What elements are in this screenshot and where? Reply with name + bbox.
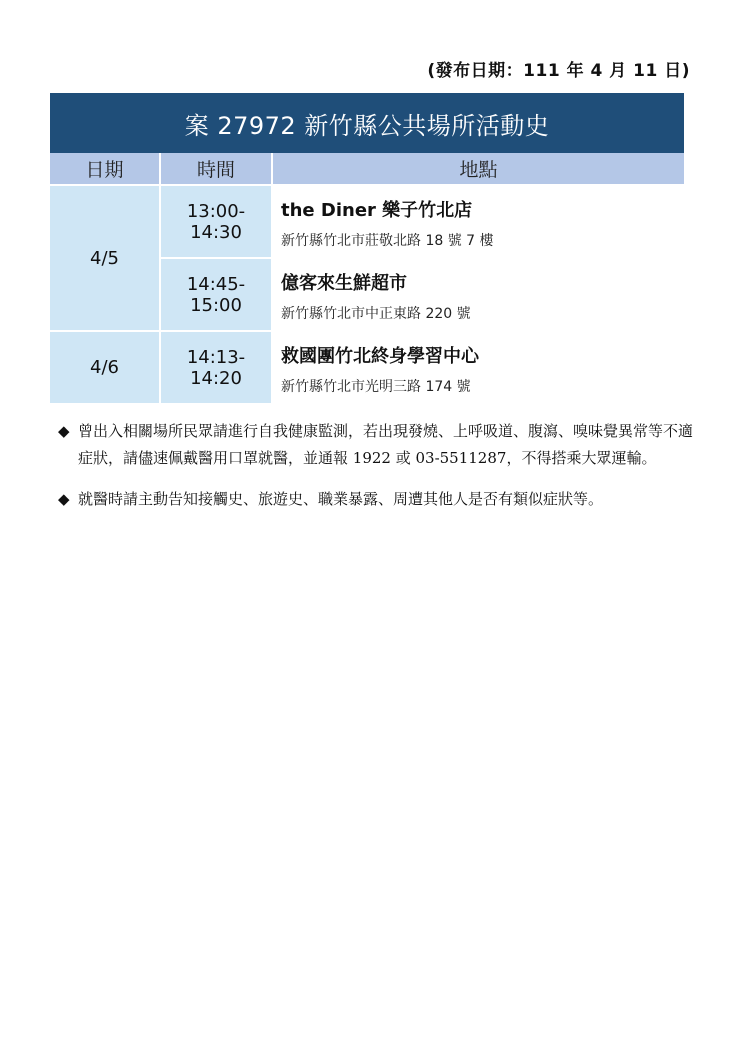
note-item (58, 486, 698, 513)
place-cell (272, 185, 684, 258)
page-title (50, 93, 684, 153)
place-address: 新竹縣竹北市中正東路 220 號 (281, 306, 471, 322)
table-row (50, 185, 684, 258)
header-time: 時間 (160, 153, 272, 185)
diamond-bullet-icon: ◆ (58, 490, 70, 508)
place-address: 新竹縣竹北市莊敬北路 18 號 7 樓 (281, 233, 494, 249)
title-text: 案 27972 新竹縣公共場所活動史 (184, 111, 550, 140)
table-row (50, 331, 684, 403)
time-cell: 13:00-14:30 (160, 185, 272, 258)
place-name: 億客來生鮮超市 (281, 273, 407, 294)
date-cell: 4/6 (50, 331, 160, 403)
publish-date: (發布日期：111 年 4 月 11 日) (427, 61, 690, 81)
note-text: 就醫時請主動告知接觸史、旅遊史、職業暴露、周遭其他人是否有類似症狀等。 (78, 490, 604, 508)
place-name: the Diner 樂子竹北店 (281, 200, 473, 221)
place-cell (272, 258, 684, 331)
time-cell: 14:45-15:00 (160, 258, 272, 331)
header-place: 地點 (272, 153, 684, 185)
header-date: 日期 (50, 153, 160, 185)
place-name: 救國團竹北終身學習中心 (281, 346, 479, 367)
diamond-bullet-icon: ◆ (58, 422, 70, 440)
date-cell: 4/5 (50, 185, 160, 331)
note-item (58, 418, 698, 472)
activity-table (50, 153, 684, 403)
notes-section (58, 418, 698, 527)
time-cell: 14:13-14:20 (160, 331, 272, 403)
place-address: 新竹縣竹北市光明三路 174 號 (281, 379, 471, 395)
note-text: 曾出入相關場所民眾請進行自我健康監測，若出現發燒、上呼吸道、腹瀉、嗅味覺異常等不適症狀，請儘速佩戴醫用口罩就醫，並通報 1922 或 03-5511287，不得搭乘大眾運輸。 (78, 422, 694, 467)
place-cell (272, 331, 684, 403)
table-header-row (50, 153, 684, 185)
